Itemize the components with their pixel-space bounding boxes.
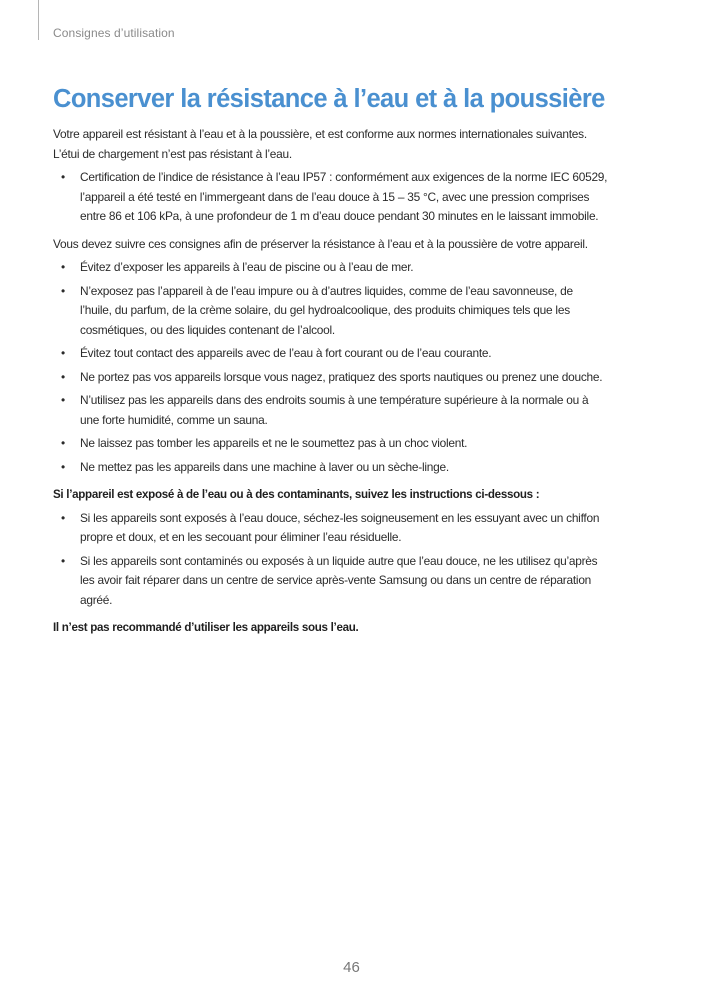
list-item xyxy=(53,391,653,430)
list-item-text: Si les appareils sont exposés à l’eau douce, séchez-les soigneusement en les essuyant avec un chiffon propre et doux, et en les secouant pour éliminer l’eau résiduelle. xyxy=(80,510,600,544)
bullet-icon: • xyxy=(61,510,65,525)
list-item-text: Ne portez pas vos appareils lorsque vous nagez, pratiquez des sports nautiques ou prenez une douche. xyxy=(80,369,603,384)
list-item xyxy=(53,458,653,478)
running-header: Consignes d’utilisation xyxy=(53,26,175,40)
page-number: 46 xyxy=(343,959,360,976)
list-item xyxy=(53,368,653,388)
bullet-icon: • xyxy=(61,436,65,450)
certification-list xyxy=(53,168,653,227)
list-item xyxy=(53,344,653,364)
intro-paragraph: Votre appareil est résistant à l’eau et à la poussière, et est conforme aux normes internationales suivantes. L’étui de chargement n’est pas résistant à l’eau. xyxy=(53,127,587,161)
bullet-icon: • xyxy=(61,459,65,474)
bullet-icon: • xyxy=(61,369,65,384)
list-item xyxy=(53,509,653,548)
list-item xyxy=(53,552,653,611)
instructions-list xyxy=(53,258,653,477)
list-item-text: Si les appareils sont contaminés ou exposés à un liquide autre que l’eau douce, ne les utilisez qu’après les avoir fait réparer dans un centre de service après-vente Samsung ou dans un centre de réparation agréé. xyxy=(80,553,598,607)
bullet-icon: • xyxy=(61,260,65,274)
list-item xyxy=(53,258,653,278)
exposure-intro: Si l’appareil est exposé à de l’eau ou à des contaminants, suivez les instructions ci-dessous : xyxy=(53,488,540,501)
bullet-icon: • xyxy=(61,393,65,407)
instructions-intro: Vous devez suivre ces consignes afin de préserver la résistance à l’eau et à la poussière de votre appareil. xyxy=(53,236,588,251)
bullet-icon: • xyxy=(61,346,65,360)
list-item-text: Ne mettez pas les appareils dans une machine à laver ou un sèche-linge. xyxy=(80,459,449,474)
list-item-text: Ne laissez pas tomber les appareils et ne le soumettez pas à un choc violent. xyxy=(80,436,468,450)
list-item xyxy=(53,282,653,341)
list-item-text: Évitez tout contact des appareils avec de l’eau à fort courant ou de l’eau courante. xyxy=(80,346,492,360)
list-item-text: N’exposez pas l’appareil à de l’eau impure ou à d’autres liquides, comme de l’eau savonneuse, de l’huile, du parfum, de la crème solaire, du gel hydroalcoolique, des produits chimiques tels que les cosmétiques, ou des liquides contenant de l’alcool. xyxy=(80,283,573,337)
bullet-icon: • xyxy=(61,553,65,568)
list-item xyxy=(53,434,653,454)
bullet-icon: • xyxy=(61,170,65,184)
closing-note: Il n’est pas recommandé d’utiliser les appareils sous l’eau. xyxy=(53,621,359,634)
list-item-text: Évitez d’exposer les appareils à l’eau de piscine ou à l’eau de mer. xyxy=(80,260,414,274)
exposure-steps-list xyxy=(53,509,653,611)
page-content xyxy=(53,82,653,638)
list-item-text: Certification de l’indice de résistance à l’eau IP57 : conformément aux exigences de la norme IEC 60529, l’appareil a été testé en l’immergeant dans de l’eau douce à 15 – 35 °C, avec une pression comprises entre 86 et 106 kPa, à une profondeur de 1 m d’eau douce pendant 30 minutes en le laissant immobile. xyxy=(80,170,608,223)
bullet-icon: • xyxy=(61,283,65,298)
list-item xyxy=(53,168,653,227)
page-title: Conserver la résistance à l’eau et à la poussière xyxy=(53,85,605,113)
list-item-text: N’utilisez pas les appareils dans des endroits soumis à une température supérieure à la normale ou à une forte humidité, comme un sauna. xyxy=(80,393,589,427)
header-divider-line xyxy=(38,0,39,40)
